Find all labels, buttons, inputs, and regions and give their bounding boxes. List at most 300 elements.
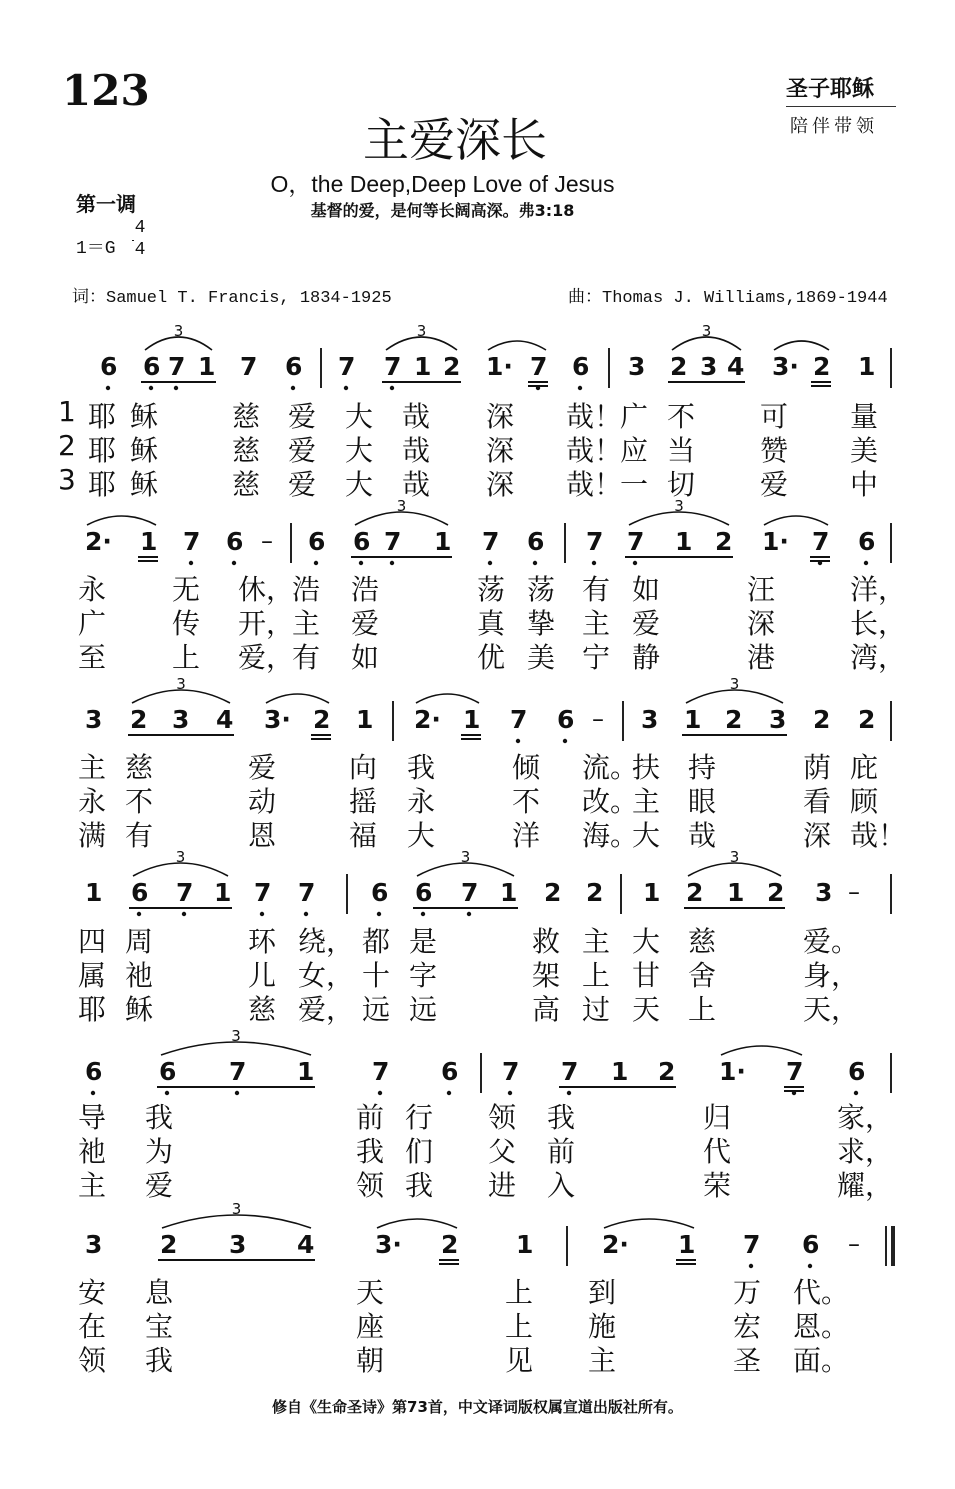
lyric-syllable: 行 [405,1101,434,1134]
note: 7 [812,527,830,556]
note: 3· [264,705,291,734]
category-label: 圣子耶稣 [786,76,875,102]
lyric-syllable: 动 [248,785,277,818]
lyric-syllable: 大 [632,819,661,852]
note: 7 [372,1057,390,1086]
octave-dot [182,912,186,916]
lyric-syllable: 爱 [632,607,661,640]
composer-credit: 曲：Thomas J. Williams,1869-1944 [568,289,888,308]
note: 2 [725,705,743,734]
scripture-reference: 基督的爱，是何等长阔高深。弗3:18 [310,201,575,220]
note: 1 [643,878,661,907]
octave-dot [291,386,295,390]
note-hold-dash: – [848,1230,860,1258]
note: 2 [441,1230,459,1259]
note: 1· [719,1057,746,1086]
lyric-syllable: 向 [349,751,378,784]
octave-dot [592,561,596,565]
lyric-syllable: 哉 [402,400,431,433]
lyric-syllable: 是 [409,925,438,958]
note-hold-dash: – [848,878,860,906]
note: 6 [557,705,575,734]
lyric-syllable: 前 [356,1101,385,1134]
note: 3 [641,705,659,734]
note: 7 [530,352,548,381]
note: 2 [670,352,688,381]
octave-dot [91,1091,95,1095]
slur [774,341,829,350]
octave-dot [137,912,141,916]
lyric-syllable: 荫 [803,751,832,784]
slur [87,516,156,525]
lyric-syllable: 爱， [298,993,355,1026]
lyric-syllable: 长， [850,607,907,640]
lyric-syllable: 福 [349,819,378,852]
time-sig-bottom: 4 [134,240,146,260]
note: 2 [443,352,461,381]
lyric-syllable: 字 [409,959,438,992]
slur [266,694,329,703]
note: 7 [561,1057,579,1086]
lyric-syllable: 美 [850,434,879,467]
note: 6 [159,1057,177,1086]
lyric-syllable: 爱 [288,434,317,467]
note: 3 [229,1230,247,1259]
lyric-syllable: 慈 [232,468,261,501]
slur [488,341,546,350]
note: 7 [461,878,479,907]
note: 6 [848,1057,866,1086]
note: 7 [627,527,645,556]
lyric-syllable: 天， [803,993,860,1026]
lyric-syllable: 我 [145,1101,174,1134]
lyric-syllable: 慈 [232,400,261,433]
note: 7 [510,705,528,734]
lyric-syllable: 切 [667,468,696,501]
lyric-syllable: 环 [248,925,277,958]
note: 7 [586,527,604,556]
note: 1 [414,352,432,381]
lyric-syllable: 持 [688,751,717,784]
octave-dot [260,912,264,916]
note: 1 [678,1230,696,1259]
lyric-syllable: 朝 [356,1344,385,1377]
lyric-syllable: 哉 [402,468,431,501]
lyric-syllable: 爱 [145,1169,174,1202]
lyric-syllable: 前 [547,1135,576,1168]
lyric-syllable: 荣 [703,1169,732,1202]
lyric-syllable: 上 [505,1276,534,1309]
note: 1 [500,878,518,907]
lyric-syllable: 周 [125,925,154,958]
lyric-syllable: 浩 [292,573,321,606]
lyric-syllable: 如 [632,573,661,606]
slur [764,516,828,525]
lyric-syllable: 主 [632,785,661,818]
lyric-syllable: 永 [78,785,107,818]
octave-dot [344,386,348,390]
lyric-syllable: 扶 [632,751,661,784]
note: 2 [813,705,831,734]
lyric-syllable: 海。 [582,819,639,852]
lyric-syllable: 荡 [527,573,556,606]
note: 7 [240,352,258,381]
lyric-syllable: 汪 [747,573,776,606]
lyric-syllable: 优 [477,641,506,674]
note: 2 [715,527,733,556]
note: 4 [727,352,745,381]
note: 2· [85,527,112,556]
note: 6 [226,527,244,556]
lyric-syllable: 过 [582,993,611,1026]
note: 2· [602,1230,629,1259]
slur [377,1219,457,1228]
lyric-syllable: 静 [632,641,661,674]
lyric-syllable: 导 [78,1101,107,1134]
note: 7 [384,352,402,381]
lyric-syllable: 我 [356,1135,385,1168]
lyric-syllable: 休， [238,573,295,606]
lyric-syllable: 深 [486,400,515,433]
lyric-syllable: 上 [688,993,717,1026]
lyric-syllable: 甘 [632,959,661,992]
octave-dot [467,912,471,916]
octave-dot [854,1091,858,1095]
lyric-syllable: 传 [172,607,201,640]
note: 6 [308,527,326,556]
lyric-syllable: 深 [747,607,776,640]
lyric-syllable: 上 [582,959,611,992]
octave-dot [232,561,236,565]
note: 1 [611,1057,629,1086]
note: 1 [356,705,374,734]
triplet-number: 3 [701,322,712,340]
lyric-syllable: 哉 [402,434,431,467]
key-signature: 1＝G [76,239,116,259]
triplet-number: 3 [729,675,740,693]
lyric-syllable: 归 [703,1101,732,1134]
lyric-syllable: 领 [78,1344,107,1377]
note: 6 [371,878,389,907]
note: 2 [858,705,876,734]
lyric-syllable: 洋， [850,573,907,606]
note: 6 [527,527,545,556]
lyric-syllable: 我 [145,1344,174,1377]
lyric-syllable: 耶 [88,434,117,467]
lyric-syllable: 美 [527,641,556,674]
octave-dot [390,561,394,565]
lyric-syllable: 绕， [298,925,355,958]
lyric-syllable: 四 [78,925,107,958]
octave-dot [390,386,394,390]
lyric-syllable: 家， [837,1101,894,1134]
lyric-syllable: 深 [803,819,832,852]
lyric-syllable: 远 [409,993,438,1026]
note: 2 [160,1230,178,1259]
note: 6 [285,352,303,381]
octave-dot [359,561,363,565]
lyric-syllable: 大 [632,925,661,958]
lyric-syllable: 高 [532,993,561,1026]
lyric-syllable: 稣 [130,400,159,433]
lyric-syllable: 宏 [733,1310,762,1343]
lyric-syllable: 身， [803,959,860,992]
lyric-syllable: 安 [78,1276,107,1309]
octave-dot [149,386,153,390]
slur [416,694,479,703]
lyric-syllable: 一 [620,468,649,501]
triplet-number: 3 [674,497,684,515]
octave-dot [864,561,868,565]
note: 6 [100,352,118,381]
note: 1 [858,352,876,381]
lyric-syllable: 爱 [248,751,277,784]
verse-number: 2 [58,429,76,462]
note: 6 [858,527,876,556]
note: 7 [183,527,201,556]
lyric-syllable: 可 [760,400,789,433]
lyric-syllable: 宁 [582,641,611,674]
note: 6 [415,878,433,907]
triplet-number: 3 [729,848,740,866]
lyric-syllable: 主 [78,1169,107,1202]
lyric-syllable: 耀， [837,1169,894,1202]
lyric-syllable: 主 [78,751,107,784]
lyric-syllable: 恩 [248,819,277,852]
note: 6 [85,1057,103,1086]
lyric-syllable: 我 [547,1101,576,1134]
lyric-syllable: 深 [486,434,515,467]
lyric-syllable: 耶 [88,468,117,501]
lyric-syllable: 救 [532,925,561,958]
lyric-syllable: 挚 [527,607,556,640]
note: 2 [544,878,562,907]
lyric-syllable: 属 [78,959,107,992]
note: 1 [297,1057,315,1086]
lyric-syllable: 到 [588,1276,617,1309]
lyric-syllable: 慈 [125,751,154,784]
lyric-syllable: 爱 [760,468,789,501]
lyric-syllable: 稣 [130,434,159,467]
note: 1· [762,527,789,556]
lyric-syllable: 赞 [760,434,789,467]
lyric-syllable: 耶 [88,400,117,433]
octave-dot [749,1264,753,1268]
lyric-syllable: 如 [351,641,380,674]
lyric-syllable: 哉！ [566,468,623,501]
octave-dot [447,1091,451,1095]
note: 2 [686,878,704,907]
lyric-syllable: 代 [703,1135,732,1168]
lyric-syllable: 慈 [248,993,277,1026]
note: 7 [786,1057,804,1086]
octave-dot [314,561,318,565]
lyric-syllable: 中 [850,468,879,501]
octave-dot [633,561,637,565]
lyric-syllable: 大 [407,819,436,852]
lyric-syllable: 看 [803,785,832,818]
octave-dot [567,1091,571,1095]
lyric-syllable: 主 [582,607,611,640]
octave-dot [578,386,582,390]
note: 7 [384,527,402,556]
lyric-syllable: 有 [582,573,611,606]
lyric-syllable: 祂 [78,1135,107,1168]
note: 1 [198,352,216,381]
note: 3 [85,1230,103,1259]
octave-dot [533,561,537,565]
note: 1 [214,878,232,907]
octave-dot [516,739,520,743]
lyric-syllable: 不 [512,785,541,818]
note: 7 [298,878,316,907]
lyric-syllable: 主 [588,1344,617,1377]
octave-dot [189,561,193,565]
note: 2 [658,1057,676,1086]
note: 3· [772,352,799,381]
lyric-syllable: 慈 [688,925,717,958]
lyric-syllable: 见 [505,1344,534,1377]
lyric-syllable: 流。 [582,751,639,784]
lyricist-credit: 词：Samuel T. Francis, 1834-1925 [72,289,392,308]
lyric-syllable: 在 [78,1310,107,1343]
lyric-syllable: 改。 [582,785,639,818]
note: 1 [463,705,481,734]
octave-dot [106,386,110,390]
note: 2 [130,705,148,734]
lyric-syllable: 大 [345,400,374,433]
lyric-syllable: 爱 [288,468,317,501]
lyric-syllable: 儿 [248,959,277,992]
lyric-syllable: 大 [345,468,374,501]
note: 1 [140,527,158,556]
lyric-syllable: 有 [125,819,154,852]
lyric-syllable: 爱， [238,641,295,674]
lyric-syllable: 祂 [125,959,154,992]
lyric-syllable: 永 [407,785,436,818]
lyric-syllable: 荡 [477,573,506,606]
lyric-syllable: 真 [477,607,506,640]
lyric-syllable: 代。 [793,1276,850,1309]
triplet-number: 3 [175,848,186,866]
octave-dot [377,912,381,916]
lyric-syllable: 慈 [232,434,261,467]
octave-dot [808,1264,812,1268]
note: 3 [628,352,646,381]
note: 2 [813,352,831,381]
note-hold-dash: – [592,705,604,733]
lyric-syllable: 万 [733,1276,762,1309]
triplet-number: 3 [231,1200,242,1218]
octave-dot [235,1091,239,1095]
note: 2 [313,705,331,734]
lyric-syllable: 女， [298,959,355,992]
note: 4 [216,705,234,734]
note: 7 [482,527,500,556]
note: 2· [414,705,441,734]
note: 4 [297,1230,315,1259]
lyric-syllable: 宝 [145,1310,174,1343]
lyric-syllable: 不 [125,785,154,818]
lyric-syllable: 开， [238,607,295,640]
lyric-syllable: 满 [78,819,107,852]
subcategory-label: 陪伴带领 [790,116,878,137]
note: 2 [767,878,785,907]
tune-label: 第一调 [76,192,136,216]
octave-dot [165,1091,169,1095]
octave-dot [378,1091,382,1095]
lyric-syllable: 广 [620,400,649,433]
lyric-syllable: 洋 [512,819,541,852]
note: 7 [743,1230,761,1259]
note: 6 [353,527,371,556]
lyric-syllable: 主 [292,607,321,640]
lyric-syllable: 们 [405,1135,434,1168]
hymn-title-english: O，the Deep,Deep Love of Jesus [270,171,615,197]
lyric-syllable: 座 [356,1310,385,1343]
lyric-syllable: 上 [505,1310,534,1343]
lyric-syllable: 量 [850,400,879,433]
lyric-syllable: 深 [486,468,515,501]
octave-dot [488,561,492,565]
note: 1 [727,878,745,907]
lyric-syllable: 无 [172,573,201,606]
lyric-syllable: 浩 [351,573,380,606]
lyric-syllable: 耶 [78,993,107,1026]
lyric-syllable: 不 [667,400,696,433]
lyric-syllable: 面。 [793,1344,850,1377]
lyric-syllable: 哉 [688,819,717,852]
lyric-syllable: 领 [488,1101,517,1134]
note: 3 [769,705,787,734]
lyric-syllable: 远 [362,993,391,1026]
note: 7 [168,352,186,381]
lyric-syllable: 主 [582,925,611,958]
note: 1 [675,527,693,556]
triplet-number: 3 [173,322,184,340]
triplet-number: 3 [416,322,427,340]
lyric-syllable: 稣 [125,993,154,1026]
triplet-number: 3 [460,848,471,866]
lyric-syllable: 施 [588,1310,617,1343]
hymn-number: 123 [62,66,150,115]
note: 1 [85,878,103,907]
octave-dot [563,739,567,743]
lyric-syllable: 眼 [688,785,717,818]
note: 1· [486,352,513,381]
verse-number: 3 [58,463,76,496]
lyric-syllable: 入 [547,1169,576,1202]
octave-dot [508,1091,512,1095]
lyric-syllable: 哉！ [850,819,907,852]
triplet-number: 3 [176,675,186,693]
lyric-syllable: 顾 [850,785,879,818]
note: 6 [143,352,161,381]
note: 1 [516,1230,534,1259]
lyric-syllable: 倾 [512,751,541,784]
note: 6 [572,352,590,381]
lyric-syllable: 求， [837,1135,894,1168]
lyric-syllable: 湾， [850,641,907,674]
note: 2 [586,878,604,907]
lyric-syllable: 我 [405,1169,434,1202]
octave-dot [304,912,308,916]
triplet-number: 3 [231,1027,241,1045]
lyric-syllable: 大 [345,434,374,467]
lyric-syllable: 领 [356,1169,385,1202]
triplet-number: 3 [396,497,407,515]
hymn-title: 主爱深长 [363,113,547,167]
